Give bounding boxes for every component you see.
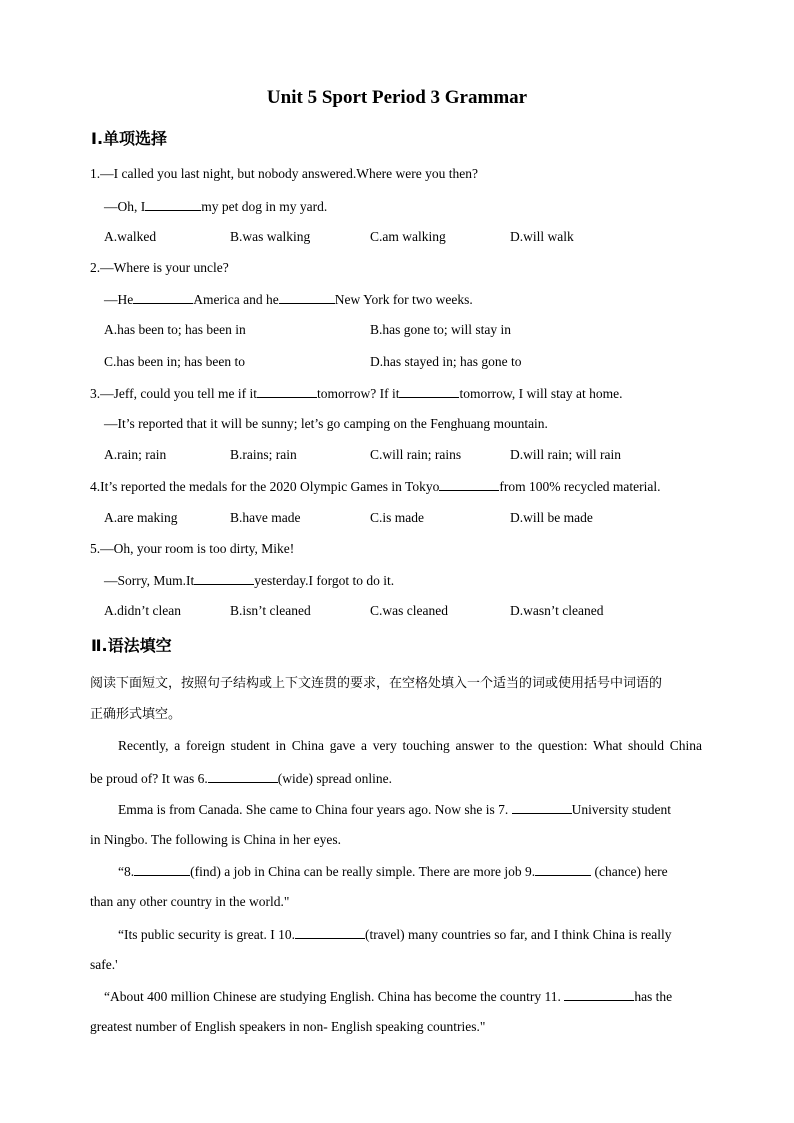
q1-answer-blank[interactable] bbox=[145, 196, 201, 211]
q1-option-b: B.was walking bbox=[230, 229, 311, 244]
passage-p4-text-a: “Its public security is great. I 10. bbox=[118, 927, 295, 942]
q1-reply-start: —Oh, I bbox=[104, 199, 146, 214]
page-title: Unit 5 Sport Period 3 Grammar bbox=[266, 87, 528, 108]
q3-option-d: D.will rain; will rain bbox=[510, 447, 621, 462]
q4-option-c: C.is made bbox=[370, 510, 424, 525]
passage-p2-text-b: University student bbox=[571, 802, 672, 817]
passage-p2-text-a: Emma is from Canada. She came to China four years ago. Now she is 7. bbox=[118, 802, 509, 817]
q4-option-b: B.have made bbox=[230, 510, 301, 525]
q5-reply bbox=[104, 570, 394, 591]
passage-p3-line-1 bbox=[118, 861, 702, 882]
q1-option-a: A.walked bbox=[104, 229, 157, 244]
passage-p4-line-1 bbox=[118, 924, 702, 945]
q2-reply bbox=[104, 289, 473, 310]
q3-option-a: A.rain; rain bbox=[104, 447, 167, 462]
q2-reply-end: New York for two weeks. bbox=[334, 292, 473, 307]
passage-p3-text-c: (chance) here bbox=[594, 864, 668, 879]
blank-9[interactable] bbox=[535, 861, 591, 876]
q3-option-c: C.will rain; rains bbox=[370, 447, 462, 462]
passage-p5-line-1 bbox=[104, 986, 702, 1007]
q3-reply: —It’s reported that it will be sunny; let’s go camping on the Fenghuang mountain. bbox=[104, 416, 548, 431]
q5-stem: 5.—Oh, your room is too dirty, Mike! bbox=[90, 541, 295, 556]
q5-answer-blank[interactable] bbox=[194, 570, 254, 585]
q3-answer-blank-1[interactable] bbox=[257, 383, 317, 398]
q5-option-b: B.isn’t cleaned bbox=[230, 603, 311, 618]
q2-reply-mid: America and he bbox=[193, 292, 279, 307]
q1-reply bbox=[104, 196, 327, 217]
blank-11[interactable] bbox=[564, 986, 634, 1001]
blank-10[interactable] bbox=[295, 924, 365, 939]
passage-p1-line-2 bbox=[90, 768, 702, 789]
q5-option-c: C.was cleaned bbox=[370, 603, 448, 618]
passage-p1-line-1: Recently, a foreign student in China gave a very touching answer to the question: What should China bbox=[118, 738, 702, 753]
q2-stem: 2.—Where is your uncle? bbox=[90, 260, 229, 275]
q2-option-c: C.has been in; has been to bbox=[104, 354, 245, 369]
passage-p4-line-2: safe.' bbox=[90, 957, 118, 972]
q2-option-d: D.has stayed in; has gone to bbox=[370, 354, 522, 369]
q1-reply-end: my pet dog in my yard. bbox=[201, 199, 328, 214]
q5-reply-start: —Sorry, Mum.It bbox=[104, 573, 195, 588]
blank-8[interactable] bbox=[134, 861, 190, 876]
passage-p4-text-b: (travel) many countries so far, and I think China is really bbox=[364, 927, 672, 942]
q2-option-b: B.has gone to; will stay in bbox=[370, 322, 511, 337]
passage-p3-text-a: “8. bbox=[118, 864, 135, 879]
q4-answer-blank[interactable] bbox=[439, 476, 499, 491]
blank-6[interactable] bbox=[208, 768, 278, 783]
passage-p1-text-b: (wide) spread online. bbox=[277, 771, 393, 786]
q5-option-d: D.wasn’t cleaned bbox=[510, 603, 604, 618]
q2-option-a: A.has been to; has been in bbox=[104, 322, 246, 337]
passage-p5-line-2: greatest number of English speakers in non- English speaking countries." bbox=[90, 1019, 486, 1034]
q4-option-a: A.are making bbox=[104, 510, 178, 525]
q3-stem-start: 3.—Jeff, could you tell me if it bbox=[90, 386, 257, 401]
section-2-instruction-line-1: 阅读下面短文，按照句子结构或上下文连贯的要求，在空格处填入一个适当的词或使用括号中词语的 bbox=[90, 676, 663, 691]
q5-option-a: A.didn’t clean bbox=[104, 603, 181, 618]
passage-p1-text-a: be proud of? It was 6. bbox=[90, 771, 208, 786]
q4-stem-end: from 100% recycled material. bbox=[499, 479, 661, 494]
q3-stem bbox=[90, 383, 622, 404]
q3-option-b: B.rains; rain bbox=[230, 447, 297, 462]
passage-p2-line-2: in Ningbo. The following is China in her eyes. bbox=[90, 832, 341, 847]
q4-option-d: D.will be made bbox=[510, 510, 593, 525]
blank-7[interactable] bbox=[512, 799, 572, 814]
passage-p3-text-b: (find) a job in China can be really simple. There are more job 9. bbox=[190, 864, 536, 879]
section-2-instruction-line-2: 正确形式填空。 bbox=[90, 707, 182, 722]
q1-option-c: C.am walking bbox=[370, 229, 446, 244]
passage-p3-line-2: than any other country in the world." bbox=[90, 894, 290, 909]
passage-p5-text-b: has the bbox=[634, 989, 673, 1004]
passage-p5-text-a: “About 400 million Chinese are studying English. China has become the country 11. bbox=[104, 989, 561, 1004]
q3-stem-end: tomorrow, I will stay at home. bbox=[459, 386, 623, 401]
q3-stem-mid: tomorrow? If it bbox=[316, 386, 400, 401]
q4-stem bbox=[90, 476, 661, 497]
q5-reply-end: yesterday.I forgot to do it. bbox=[254, 573, 395, 588]
section-1-heading: Ⅰ.单项选择 bbox=[91, 129, 168, 148]
q2-reply-start: —He bbox=[104, 292, 134, 307]
q2-answer-blank-1[interactable] bbox=[133, 289, 193, 304]
q2-answer-blank-2[interactable] bbox=[279, 289, 335, 304]
q1-stem: 1.—I called you last night, but nobody answered.Where were you then? bbox=[90, 166, 479, 181]
section-2-heading: Ⅱ.语法填空 bbox=[91, 636, 172, 655]
q4-stem-start: 4.It’s reported the medals for the 2020 Olympic Games in Tokyo bbox=[90, 479, 440, 494]
q1-option-d: D.will walk bbox=[510, 229, 574, 244]
passage-p2-line-1 bbox=[118, 799, 702, 820]
q3-answer-blank-2[interactable] bbox=[399, 383, 459, 398]
